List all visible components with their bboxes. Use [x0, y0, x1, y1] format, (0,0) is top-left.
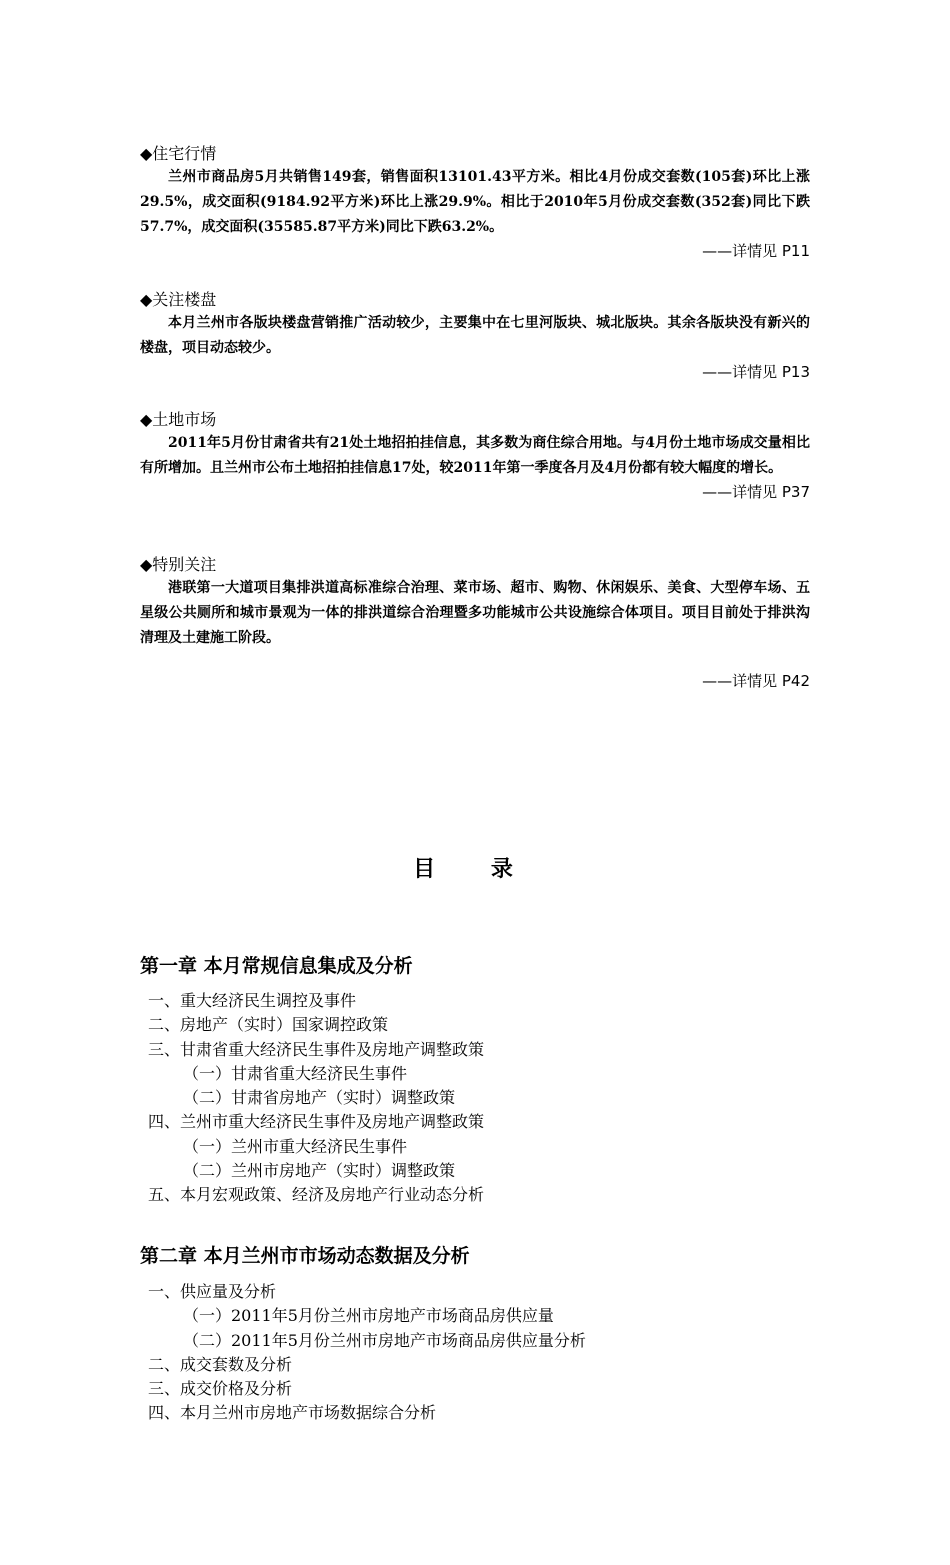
section-title: ◆土地市场 [140, 410, 217, 429]
toc-item: 三、甘肃省重大经济民生事件及房地产调整政策 [148, 1039, 485, 1059]
page-reference: ——详情见 P11 [702, 242, 810, 260]
page-reference: ——详情见 P13 [702, 363, 810, 381]
toc-item: （一）甘肃省重大经济民生事件 [183, 1063, 408, 1083]
toc-item: 四、兰州市重大经济民生事件及房地产调整政策 [148, 1112, 485, 1132]
toc-item: 五、本月宏观政策、经济及房地产行业动态分析 [148, 1185, 485, 1205]
toc-chapter-1-list [148, 989, 484, 1208]
toc-title: 目 录 [413, 857, 537, 882]
toc-item: 三、成交价格及分析 [148, 1379, 293, 1399]
section-body: 兰州市商品房5月共销售149套，销售面积13101.43平方米。相比4月份成交套数(105套)环比上涨29.5%，成交面积(9184.92平方米)环比上涨29.9%。相比于2010年5月份成交套数(352套)同比下跌57.7%，成交面积(35585.87平方米)同比下跌63.2%。 [140, 169, 810, 235]
toc-item: （一）兰州市重大经济民生事件 [183, 1136, 408, 1156]
section-body: 2011年5月份甘肃省共有21处土地招拍挂信息，其多数为商住综合用地。与4月份土地市场成交量相比有所增加。且兰州市公布土地招拍挂信息17处，较2011年第一季度各月及4月份都有较大幅度的增长。 [140, 435, 810, 476]
section-title: ◆关注楼盘 [140, 290, 217, 309]
highlight-land-market [140, 409, 810, 503]
page-reference: ——详情见 P37 [702, 483, 810, 501]
section-title: ◆住宅行情 [140, 144, 217, 163]
toc-item: 四、本月兰州市房地产市场数据综合分析 [148, 1403, 437, 1423]
highlight-featured-projects [140, 289, 810, 383]
section-body: 本月兰州市各版块楼盘营销推广活动较少，主要集中在七里河版块、城北版块。其余各版块没有新兴的楼盘，项目动态较少。 [140, 315, 810, 356]
page-reference: ——详情见 P42 [702, 672, 810, 690]
toc-item: （一）2011年5月份兰州市房地产市场商品房供应量 [183, 1306, 554, 1326]
section-body: 港联第一大道项目集排洪道高标准综合治理、菜市场、超市、购物、休闲娱乐、美食、大型停车场、五星级公共厕所和城市景观为一体的排洪道综合治理暨多功能城市公共设施综合体项目。项目目前处于排洪沟清理及土建施工阶段。 [140, 580, 810, 646]
highlight-residential [140, 143, 810, 262]
toc-item: （二）2011年5月份兰州市房地产市场商品房供应量分析 [183, 1330, 586, 1350]
toc-item: 一、供应量及分析 [148, 1282, 277, 1301]
toc-item: （二）兰州市房地产（实时）调整政策 [183, 1161, 456, 1181]
toc-item: 二、房地产（实时）国家调控政策 [148, 1015, 389, 1035]
section-title: ◆特别关注 [140, 555, 217, 574]
toc-chapter-2-list [148, 1280, 586, 1426]
toc-item: （二）甘肃省房地产（实时）调整政策 [183, 1088, 456, 1108]
toc-item: 一、重大经济民生调控及事件 [148, 991, 357, 1010]
toc-chapter-2: 第二章 本月兰州市市场动态数据及分析 [140, 1245, 470, 1267]
toc-chapter-1: 第一章 本月常规信息集成及分析 [140, 955, 413, 977]
highlight-special-focus [140, 554, 810, 692]
toc-item: 二、成交套数及分析 [148, 1354, 293, 1374]
